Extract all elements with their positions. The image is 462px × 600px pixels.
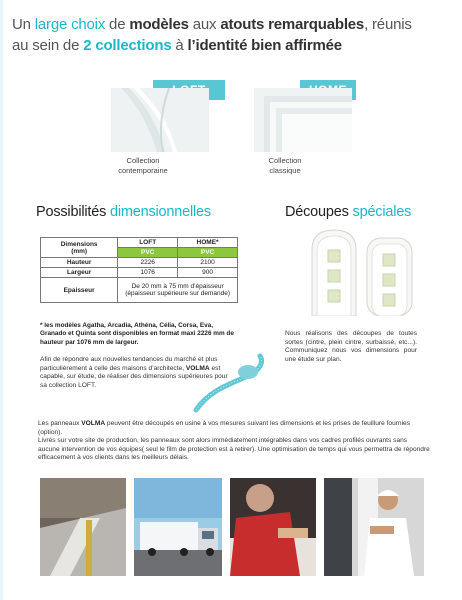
headline-text: , réunis — [364, 16, 412, 33]
headline-bold: modèles — [129, 16, 189, 33]
material-loft: PVC — [118, 248, 178, 258]
row-label: Hauteur — [41, 258, 118, 268]
dims-header-unit: (mm) — [71, 247, 88, 255]
home-panel-illustration — [254, 88, 352, 152]
photo-installer — [324, 478, 424, 576]
photo-cutting — [40, 478, 126, 576]
brand-name: VOLMA — [185, 364, 210, 372]
bottom-p2: Livrés sur votre site de production, les panneaux sont alors immédiatement intégrables dans vos cadres profilés ouvrants sans aucune intervention de vos équipes( seul le film de protection est à retirer). Une optimisation de temps qui vous permettra de répondre efficacement à vos clients dans les meilleurs délais. — [38, 437, 430, 462]
dims-footnote — [40, 322, 240, 347]
cell-value: 900 — [178, 268, 238, 278]
table-row — [41, 258, 238, 268]
col-loft: LOFT — [118, 238, 178, 248]
loft-panel-image — [111, 88, 209, 152]
headline-text: de — [105, 16, 130, 33]
cell-value: 2100 — [178, 258, 238, 268]
headline-highlight: 2 collections — [83, 37, 172, 54]
para-text: Les panneaux — [38, 420, 82, 427]
epaisseur-line: (épaisseur supérieure sur demande) — [125, 290, 231, 297]
headline-text: au sein de — [12, 37, 84, 54]
headline-bold: l’identité bien affirmée — [187, 37, 342, 54]
home-caption — [252, 156, 318, 176]
caption-line: classique — [269, 166, 301, 175]
headline — [12, 14, 452, 56]
para-text: Afin de répondre aux nouvelles tendances du marché et plus particulièrement à celle des maisons d’architecte, — [40, 356, 218, 372]
brand-name: VOLMA — [81, 420, 106, 427]
installer-photo-illustration — [324, 478, 424, 576]
doors-image — [304, 228, 416, 316]
measuring-tape-icon — [190, 350, 270, 420]
worker-photo-illustration — [230, 478, 316, 576]
para-text: peuvent être découpés en usine à vos mesures suivant les dimensions et les prises de feuillure fournies (option). — [38, 420, 411, 436]
truck-photo-illustration — [134, 478, 222, 576]
epaisseur-line: De 20 mm à 75 mm d’épaisseur — [131, 283, 224, 290]
caption-line: Collection — [268, 156, 302, 165]
decoupes-text: Nous réalisons des découpes de toutes sortes (cintre, plein cintre, surbaissé, etc...). Communiquez nous vos dimensions pour une étude sur plan. — [285, 330, 417, 363]
dims-title-a: Possibilités — [36, 204, 110, 220]
cell-value: 2226 — [118, 258, 178, 268]
bottom-paragraph — [38, 420, 430, 463]
decoupes-title — [285, 204, 411, 220]
table-row — [41, 238, 238, 248]
dimensions-table — [40, 237, 238, 303]
photo-truck — [134, 478, 222, 576]
decoupes-title-b: spéciales — [352, 204, 412, 220]
headline-bold: atouts remarquables — [220, 16, 365, 33]
dims-title — [36, 204, 211, 220]
headline-line-2 — [12, 35, 452, 56]
epaisseur-cell — [118, 278, 238, 303]
dims-title-b: dimensionnelles — [109, 204, 211, 220]
cell-value: 1076 — [118, 268, 178, 278]
photo-worker-red — [230, 478, 316, 576]
loft-caption — [110, 156, 176, 176]
material-home: PVC — [178, 248, 238, 258]
row-label: Epaisseur — [41, 278, 118, 303]
dims-header-label: Dimensions — [60, 240, 98, 248]
table-row — [41, 278, 238, 303]
left-accent-bar — [0, 0, 3, 600]
para-text: est capable, sur étude, de réaliser des dimensions supérieures pour sa collection LOFT. — [40, 364, 228, 389]
headline-highlight: large choix — [34, 16, 106, 33]
caption-line: contemporaine — [118, 166, 168, 175]
dims-header-cell — [41, 238, 118, 258]
table-row — [41, 268, 238, 278]
headline-text: Un — [12, 16, 35, 33]
caption-line: Collection — [126, 156, 160, 165]
row-label: Largeur — [41, 268, 118, 278]
footnote-text: * les modèles Agatha, Arcadia, Athéna, Célia, Corsa, Eva, Granado et Quinta sont disponibles en format maxi 2226 mm de hauteur par 1076 mm de largeur. — [40, 322, 234, 346]
headline-text: aux — [188, 16, 221, 33]
decoupes-title-a: Découpes — [285, 204, 353, 220]
cutting-photo-illustration — [40, 478, 126, 576]
headline-line-1 — [12, 14, 452, 35]
loft-panel-illustration — [111, 88, 209, 152]
col-home: HOME* — [178, 238, 238, 248]
bottom-p1 — [38, 420, 430, 437]
arched-doors-illustration — [304, 228, 416, 316]
home-panel-image — [254, 88, 352, 152]
headline-text: à — [171, 37, 188, 54]
